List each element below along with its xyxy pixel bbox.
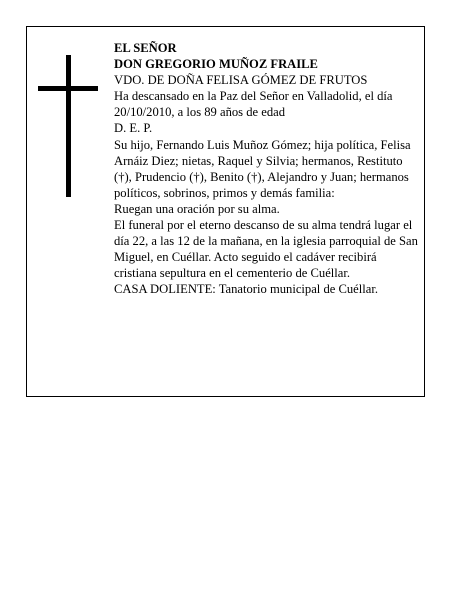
funeral-details: El funeral por el eterno descanso de su alma tendrá lugar el día 22, a las 12 de la mañana, en la iglesia parroquial de San Miguel, en Cuéllar. Acto seguido el cadáver recibirá cristiana sepultura en el cementerio de Cuéllar. bbox=[114, 218, 418, 281]
prayer-request: Ruegan una oración por su alma. bbox=[114, 201, 280, 216]
cross-icon bbox=[38, 55, 98, 197]
obituary-notice bbox=[26, 26, 425, 397]
obituary-text bbox=[114, 40, 420, 298]
deceased-name: DON GREGORIO MUÑOZ FRAILE bbox=[114, 57, 318, 72]
mourning-house: CASA DOLIENTE: Tanatorio municipal de Cuéllar. bbox=[114, 282, 379, 297]
death-statement: Ha descansado en la Paz del Señor en Valladolid, el día 20/10/2010, a los 89 años de edad bbox=[114, 89, 393, 120]
widower-of: VDO. DE DOÑA FELISA GÓMEZ DE FRUTOS bbox=[114, 73, 368, 88]
rip: D. E. P. bbox=[114, 121, 153, 136]
family-list: Su hijo, Fernando Luis Muñoz Gómez; hija política, Felisa Arnáiz Diez; nietas, Raquel y Silvia; hermanos, Restituto (†), Prudencio (†), Benito (†), Alejandro y Juan; hermanos políticos, sobrinos, primos y demás familia: bbox=[114, 137, 411, 200]
cross-vertical-bar bbox=[66, 55, 71, 197]
cross-horizontal-bar bbox=[38, 86, 98, 91]
title-line-1: EL SEÑOR bbox=[114, 41, 177, 55]
